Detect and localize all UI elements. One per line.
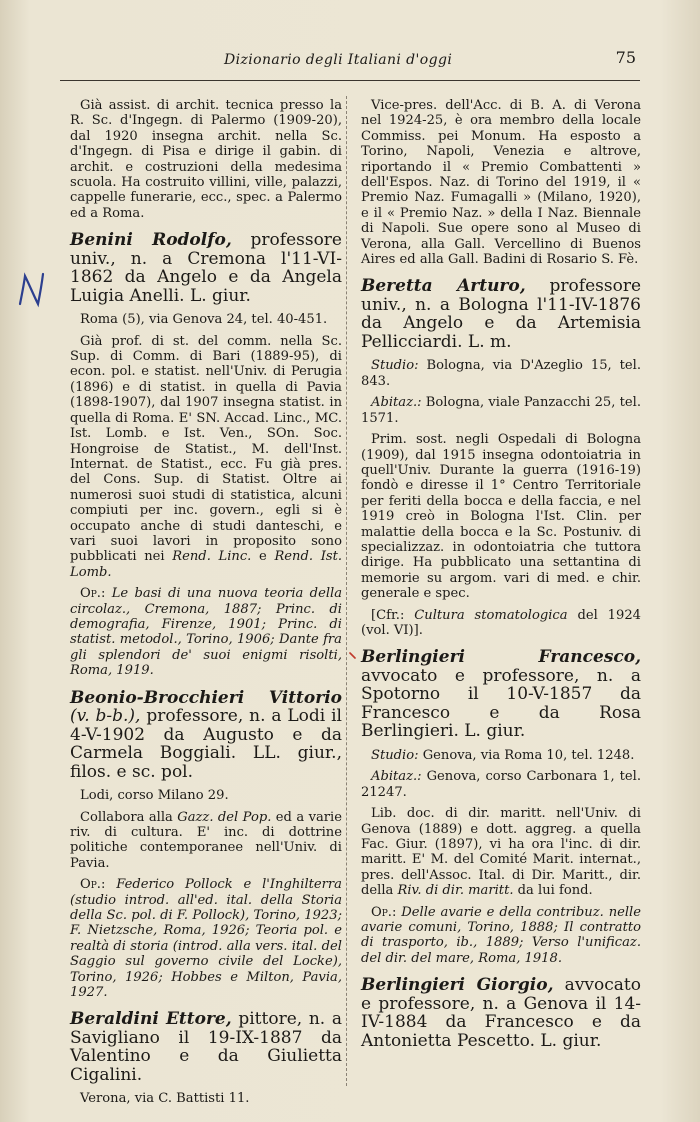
page-header bbox=[60, 46, 640, 81]
career-text: da lui fond. bbox=[513, 883, 593, 899]
carry-over-text: Già assist. di archit. tecnica presso la R. Sc. d'Ingegn. di Palermo (1909-20), dal 1920 insegna archit. nella Sc. d'Ingegn. di Pisa e dirige il gabin. di archit. e costruzioni della medesima scuola. Ha costruito villini, ville, palazzi, cappelle funerarie, ecc., spec. a Palermo ed a Roma. bbox=[70, 98, 342, 221]
abitaz-label: Abitaz.: bbox=[371, 395, 422, 411]
entry-abitaz bbox=[361, 769, 641, 800]
entry-berlingieri-francesco bbox=[361, 648, 641, 966]
entry-career bbox=[70, 334, 342, 581]
entry-cfr bbox=[361, 608, 641, 639]
entry-head-rest: professore, n. a Lodi il 4-V-1902 da Augusto e da Carmela Boggiali. LL. giur., filos. e sc. pol. bbox=[70, 706, 342, 782]
entry-address: Lodi, corso Milano 29. bbox=[80, 788, 229, 804]
studio-address: Genova, via Roma 10, tel. 1248. bbox=[418, 747, 635, 763]
entry-address: Verona, via C. Battisti 11. bbox=[80, 1091, 250, 1107]
career-connector: e bbox=[251, 549, 275, 565]
entry-name: Berlingieri Francesco, bbox=[361, 647, 641, 668]
entry-head-rest: professore univ., n. a Bologna l'11-IV-1876 da Angelo e da Artemisia Pellicciardi. L. m. bbox=[361, 276, 642, 352]
abitaz-label: Abitaz.: bbox=[371, 769, 422, 785]
entry-heading bbox=[70, 689, 342, 782]
entry-name: Beraldini Ettore, bbox=[70, 1009, 232, 1030]
entry-head-rest: pittore, n. a Savigliano il 19-IX-1887 da Valentino e da Giulietta Cigalini. bbox=[70, 1009, 342, 1085]
career-text: Lib. doc. di dir. maritt. nell'Univ. di Genova (1889) e dott. aggreg. a quella Fac. Giur. (1897), vi ha ora l'inc. di dir. maritt. E' M. del Comité Marit. internat., pres. dell'Assoc. Ital. di Dir. Maritt., dir. della bbox=[361, 806, 641, 899]
entry-beraldini bbox=[70, 1010, 342, 1106]
entry-studio bbox=[361, 358, 641, 389]
works-label: Op.: bbox=[371, 904, 397, 920]
entry-beonio-brocchieri bbox=[70, 689, 342, 1001]
career-text: Già prof. di st. del comm. nella Sc. Sup. di Comm. di Bari (1889-95), di econ. pol. e statist. nell'Univ. di Perugia (1896) e di statist. in quella di Pavia (1898-1907), dal 1907 insegna statist. in quella di Roma. E' SN. Accad. Linc., MC. Ist. Lomb. e Ist. Ven., SOn. Soc. Hongroise de Statist., M. dell'Inst. Internat. de Statist., ecc. Fu già pres. del Cons. Sup. di Statist. Oltre ai numerosi suoi studi di statistica, alcuni compiuti per inc. govern., egli si è occupato anche di studi danteschi, e vari suoi lavori in proposito sono pubblicati nei bbox=[70, 333, 342, 565]
entry-studio bbox=[361, 748, 641, 763]
entry-name: Berlingieri Giorgio, bbox=[361, 975, 554, 996]
works-list: Federico Pollock e l'Inghilterra (studio introd. all'ed. ital. della Storia della Sc. pol. di F. Pollock), Torino, 1923; F. Nietzsche, Roma, 1926; Teoria pol. e realtà di storia (introd. alla vers. ital. del Saggio sul governo civile del Locke), Torino, 1926; Hobbes e Milton, Pavia, 1927. bbox=[70, 877, 342, 1000]
career-text: Collabora alla bbox=[80, 809, 178, 825]
entry-works bbox=[70, 586, 342, 678]
entry-heading bbox=[361, 648, 641, 741]
journal-title: Gazz. del Pop. bbox=[177, 809, 272, 825]
entry-benini bbox=[70, 231, 342, 678]
entry-career bbox=[70, 810, 342, 872]
entry-career: Prim. sost. negli Ospedali di Bologna (1909), dal 1915 insegna odontoiatria in quell'Univ. Durante la guerra (1916-19) fondò e diresse il 1° Centro Territoriale per feriti della bocca e della faccia, e nel 1919 creò in Bologna l'Ist. Clin. per malattie della bocca e la Sc. Postuniv. di specializzaz. in odontoiatria che tuttora dirige. Ha pubblicato una settantina di memorie su argom. vari di med. e chir. generale e spec. bbox=[361, 432, 641, 602]
entry-berlingieri-giorgio bbox=[361, 976, 641, 1050]
cfr-text: del 1924 (vol. VI)]. bbox=[361, 607, 642, 638]
entry-career bbox=[361, 806, 641, 898]
red-tick-mark-icon bbox=[349, 652, 357, 660]
abitaz-address: Bologna, viale Panzacchi 25, tel. 1571. bbox=[361, 395, 641, 426]
column-divider bbox=[346, 96, 347, 1086]
entry-heading bbox=[70, 231, 342, 305]
entry-beretta bbox=[361, 277, 641, 638]
entry-address: Roma (5), via Genova 24, tel. 40-451. bbox=[80, 312, 328, 328]
entry-heading bbox=[361, 976, 641, 1050]
entry-name-note: (v. b-b.), bbox=[70, 706, 141, 727]
journal-title: Riv. di dir. maritt. bbox=[397, 883, 514, 899]
works-list: Delle avarie e della contribuz. nelle avarie comuni, Torino, 1888; Il contratto di trasporto, ib., 1889; Verso l'unificaz. del dir. del mare, Roma, 1918. bbox=[361, 904, 641, 966]
entry-name: Beonio-Brocchieri Vittorio bbox=[70, 687, 342, 708]
handwritten-n-mark-icon bbox=[16, 270, 50, 310]
entry-heading bbox=[361, 277, 641, 351]
right-column bbox=[361, 98, 641, 1060]
carry-over-text: Vice-pres. dell'Acc. di B. A. di Verona nel 1924-25, è ora membro della locale Commiss. pei Monum. Ha esposto a Torino, Napoli, Venezia e altrove, riportando il « Premio Combattenti » dell'Espos. Naz. di Torino del 1919, il « Premio Naz. Fumagalli » (Milano, 1920), e il « Premio Naz. » della I Naz. Biennale di Napoli. Sue opere sono al Museo di Verona, alla Gall. Vercellino di Buenos Aires ed alla Gall. Badini di Rosario S. Fè. bbox=[361, 98, 641, 268]
journal-title: Rend. Linc. bbox=[172, 549, 252, 565]
page-number: 75 bbox=[615, 48, 636, 67]
entry-head-rest: avvocato e professore, n. a Spotorno il 10-V-1857 da Francesco e da Rosa Berlingieri. L. giur. bbox=[361, 665, 641, 742]
entry-abitaz bbox=[361, 395, 641, 426]
entry-carry-over bbox=[361, 98, 641, 267]
entry-head-rest: avvocato e professore, n. a Genova il 14-IV-1884 da Francesco e da Antonietta Pescetto. L. giur. bbox=[361, 975, 641, 1051]
studio-label: Studio: bbox=[371, 747, 419, 763]
works-label: Op.: bbox=[80, 877, 106, 893]
entry-name: Beretta Arturo, bbox=[361, 276, 526, 297]
entry-head-rest: professore univ., n. a Cremona l'11-VI-1862 da Angelo e da Angela Luigia Anelli. L. giur. bbox=[70, 230, 342, 306]
entry-works bbox=[70, 877, 342, 1000]
journal-title: Cultura stomatologica bbox=[414, 607, 568, 623]
journal-title: Rend. Ist. Lomb. bbox=[70, 549, 343, 580]
cfr-text: [Cfr.: bbox=[371, 607, 415, 623]
works-list: Le basi di una nuova teoria della circolaz., Cremona, 1887; Princ. di demografia, Firenze, 1901; Princ. di statist. metodol., Torino, 1906; Dante fra gli splendori de' suoi enigmi risolti, Roma, 1919. bbox=[70, 586, 342, 679]
running-title: Dizionario degli Italiani d'oggi bbox=[224, 52, 453, 68]
entry-name: Benini Rodolfo, bbox=[70, 230, 232, 251]
entry-works bbox=[361, 905, 641, 967]
abitaz-address: Genova, corso Carbonara 1, tel. 21247. bbox=[361, 769, 641, 800]
entry-heading bbox=[70, 1010, 342, 1084]
studio-address: Bologna, via D'Azeglio 15, tel. 843. bbox=[361, 358, 641, 389]
career-text: ed a varie riv. di cultura. E' inc. di dottrine politiche contemporanee nell'Univ. di Pavia. bbox=[70, 809, 342, 871]
studio-label: Studio: bbox=[371, 358, 419, 374]
entry-carry-over bbox=[70, 98, 342, 221]
works-label: Op.: bbox=[80, 586, 106, 602]
left-column bbox=[70, 98, 342, 1117]
